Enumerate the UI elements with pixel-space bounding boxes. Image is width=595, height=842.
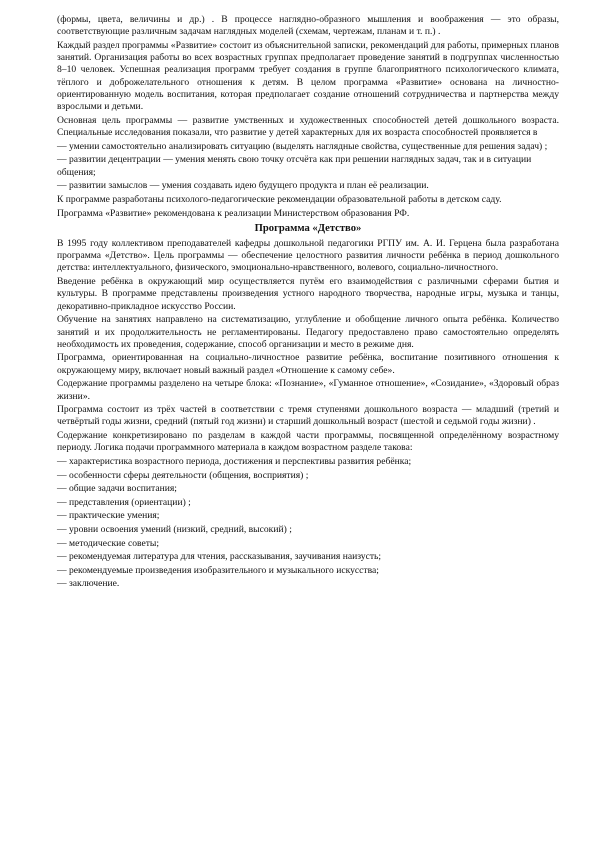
list-item: — умении самостоятельно анализировать ситуацию (выделять наглядные свойства, существенные для решения задач) ; bbox=[57, 140, 548, 152]
paragraph-detstvo-blocks: Содержание программы разделено на четыре блока: «Познание», «Гуманное отношение», «Созидание», «Здоровый образ жизни». bbox=[57, 378, 559, 402]
list-item: — рекомендуемые произведения изобразительного и музыкального искусства; bbox=[57, 564, 379, 576]
list-item: — представления (ориентации) ; bbox=[57, 496, 191, 508]
list-item: — методические советы; bbox=[57, 537, 160, 549]
paragraph-detstvo-social: Программа, ориентированная на социально-личностное развитие ребёнка, воспитание позитивного отношения к окружающему миру, включает новый важный раздел «Отношение к самому себе». bbox=[57, 352, 559, 376]
list-item: — характеристика возрастного периода, достижения и перспективы развития ребёнка; bbox=[57, 455, 412, 467]
paragraph-detstvo-lessons: Обучение на занятиях направлено на систематизацию, углубление и обобщение личного опыта ребёнка. Количество занятий и их продолжительность не регламентированы. Педагогу предоставлено право самостоятельно определять необходимость их проведения, содержание, способ организации и место в режиме дня. bbox=[57, 314, 559, 350]
paragraph-continuation: (формы, цвета, величины и др.) . В процессе наглядно-образного мышления и воображения — это образы, соответствующие различным задачам наглядных моделей (схемам, чертежам, планам и т. п.) . bbox=[57, 14, 559, 38]
paragraph-detstvo-culture: Введение ребёнка в окружающий мир осуществляется путём его взаимодействия с различными сферами бытия и культуры. В программе представлены произведения устного народного творчества, народные игры, музыка и танцы, декоративно-прикладное искусство России. bbox=[57, 276, 559, 312]
list-item: — развитии децентрации — умения менять свою точку отсчёта как при решении наглядных задач, так и в ситуации общения; bbox=[57, 154, 532, 178]
list-item: — уровни освоения умений (низкий, средний, высокий) ; bbox=[57, 523, 292, 535]
list-item: — практические умения; bbox=[57, 510, 160, 522]
paragraph-ministry: Программа «Развитие» рекомендована к реализации Министерством образования РФ. bbox=[57, 207, 410, 219]
list-item: — общие задачи воспитания; bbox=[57, 483, 177, 495]
list-item: — заключение. bbox=[57, 578, 120, 590]
list-item: — рекомендуемая литература для чтения, рассказывания, заучивания наизусть; bbox=[57, 551, 382, 563]
paragraph-razvitie-structure: Каждый раздел программы «Развитие» состоит из объяснительной записки, рекомендаций для работы, примерных планов занятий. Организация работы во всех возрастных группах предполагает проведение занятий в подгруппах численностью 8–10 человек. Успешная реализация программ требует создания в группе благоприятного психологического климата, тёплого и доброжелательного отношения к детям. В целом программа «Развитие» основана на личностно-ориентированную модель воспитания, которая предполагает создание отношений сотрудничества и партнерства между взрослыми и детьми. bbox=[57, 39, 559, 113]
paragraph-detstvo-logic: Содержание конкретизировано по разделам в каждой части программы, посвященной определённому возрастному периоду. Логика подачи программного материала в каждом возрастном разделе такова: bbox=[57, 430, 559, 454]
document-page bbox=[57, 14, 559, 592]
list-item: — особенности сферы деятельности (общения, восприятия) ; bbox=[57, 469, 309, 481]
paragraph-razvitie-goal: Основная цель программы — развитие умственных и художественных способностей детей дошкольного возраста. Специальные исследования показали, что развитие у детей характерных для их возраста способностей проявляется в bbox=[57, 114, 559, 139]
paragraph-detstvo-history: В 1995 году коллективом преподавателей кафедры дошкольной педагогики РГПУ им. А. И. Герцена была разработана программа «Детство». Цель программы — обеспечение целостного развития личности ребёнка в период дошкольного детства: интеллектуального, физического, эмоционально-нравственного, волевого, социально-личностного. bbox=[57, 237, 559, 274]
list-item: — развитии замыслов — умения создавать идею будущего продукта и план её реализации. bbox=[57, 180, 429, 192]
section-title: Программа «Детство» bbox=[254, 222, 362, 234]
paragraph-detstvo-parts: Программа состоит из трёх частей в соответствии с тремя ступенями дошкольного возраста — младший (третий и четвёртый годы жизни, средний (пятый год жизни) и старший дошкольный возраст (шестой и седьмой годы жизни) . bbox=[57, 404, 559, 428]
paragraph-recommendations: К программе разработаны психолого-педагогические рекомендации образовательной работы в детском саду. bbox=[57, 193, 502, 205]
